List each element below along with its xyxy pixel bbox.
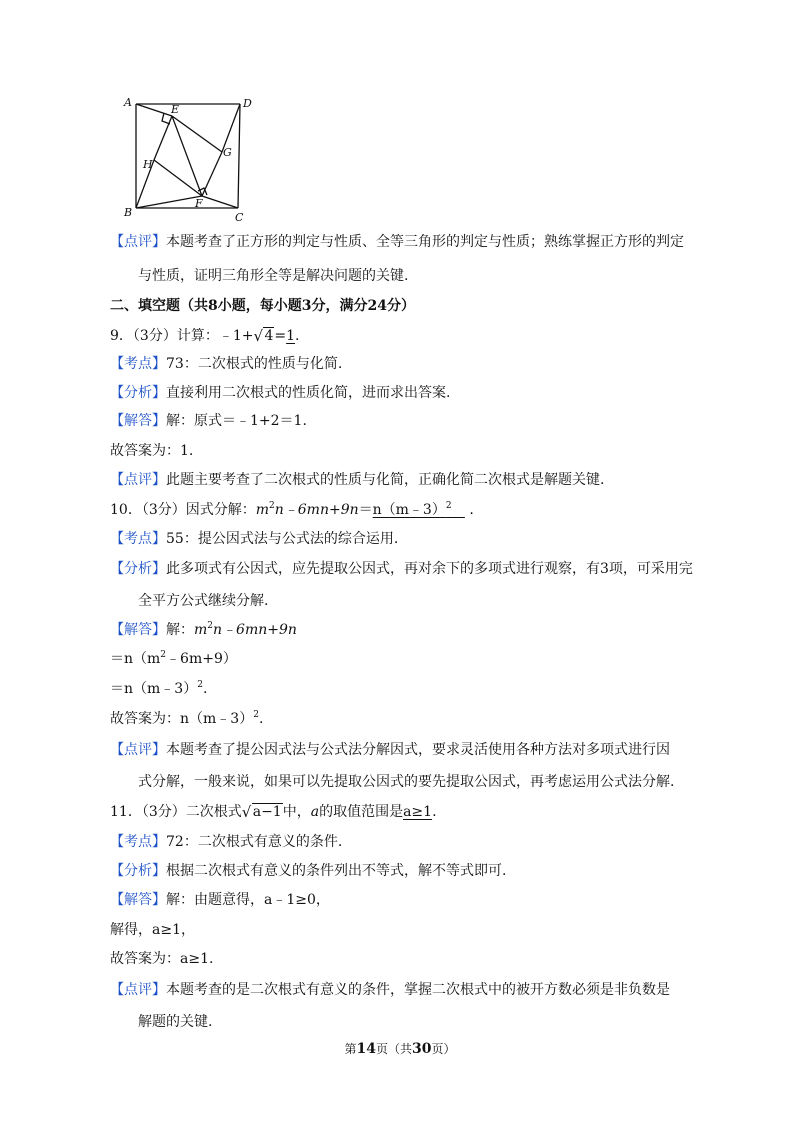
q9-radicand: 4 [264, 328, 274, 344]
final-text: 故答案为：n（m﹣3） [110, 711, 254, 727]
q9-stem [110, 326, 299, 346]
q11-radicand: a−1 [252, 804, 282, 820]
sol-3-sup: 2 [197, 680, 203, 690]
segment-gd [222, 104, 240, 152]
q9-stem-text: 9．（3分）计算：﹣1+ [110, 328, 254, 344]
analysis-text: 直接利用二次根式的性质化简，进而求出答案. [166, 385, 451, 401]
q10-answer [373, 500, 465, 520]
q10-stem-text: 10．（3分）因式分解： [110, 502, 256, 518]
q9-solution [110, 411, 307, 431]
label-d: D [243, 97, 252, 110]
comment-tag: 【点评】 [110, 234, 166, 250]
comment-text: 本题考查了提公因式法与公式法分解因式，要求灵活使用各种方法对多项式进行因 [166, 742, 670, 758]
footer-pre: 第 [344, 1042, 357, 1056]
q11-sqrt [242, 802, 283, 822]
solution-tag: 【解答】 [110, 413, 166, 429]
q10-equals: ＝ [358, 502, 373, 518]
q10-answer-sup: 2 [445, 501, 452, 511]
sol-1-m: m [194, 622, 208, 638]
q10-answer-text: n（m﹣3） [372, 502, 446, 518]
q11-point [110, 832, 342, 852]
analysis-tag: 【分析】 [110, 863, 166, 879]
square-figure [118, 92, 258, 224]
q10-point [110, 529, 398, 549]
q11-comment-line-1 [110, 980, 670, 1000]
q9-equals: = [274, 328, 287, 344]
sol-3-end: . [202, 681, 208, 697]
prev-comment-line-1 [110, 232, 684, 252]
q11-answer: a≥1 [403, 804, 433, 820]
footer-post: 页） [431, 1042, 456, 1056]
q9-sqrt [253, 326, 274, 346]
comment-tag: 【点评】 [110, 982, 166, 998]
label-a: A [124, 96, 132, 109]
segment-ae [136, 104, 172, 116]
q11-analysis [110, 861, 506, 881]
section-title: 二、填空题（共8小题，每小题3分，满分24分） [110, 298, 415, 314]
point-tag: 【考点】 [110, 356, 166, 372]
q11-stem-text: 11．（3分）二次根式 [110, 804, 242, 820]
solution-text: 解：原式＝﹣1+2＝1. [166, 413, 307, 429]
analysis-text: 此多项式有公因式，应先提取公因式，再对余下的多项式进行观察，有3项，可采用完 [166, 561, 693, 577]
q9-final: 故答案为：1. [110, 443, 194, 459]
segment-fc [202, 196, 238, 208]
label-e: E [171, 103, 180, 116]
q11-var: a [310, 804, 320, 820]
q10-solution-step-3 [110, 679, 207, 699]
analysis-tag: 【分析】 [110, 385, 166, 401]
q10-solution-step-2 [110, 649, 237, 669]
q10-expr-sup: 2 [269, 501, 275, 511]
sol-2-rest: ﹣6m+9） [166, 651, 237, 667]
solution-tag: 【解答】 [110, 892, 166, 908]
solution-tag: 【解答】 [110, 622, 166, 638]
analysis-tag: 【分析】 [110, 561, 166, 577]
q10-analysis-line-2: 全平方公式继续分解. [138, 593, 269, 609]
q10-analysis-line-1 [110, 559, 693, 579]
q10-comment-line-1 [110, 740, 670, 760]
q11-solution-step-2: 解得，a≥1， [110, 922, 195, 938]
segment-bf [136, 196, 202, 208]
point-text: 73：二次根式的性质与化简. [166, 356, 343, 372]
sqrt-sign-icon: √ [241, 803, 252, 821]
q11-comment-line-2: 解题的关键. [138, 1014, 213, 1030]
comment-text: 此题主要考查了二次根式的性质与化简，正确化简二次根式是解题关键. [166, 472, 605, 488]
solution-text: 解：由题意得，a﹣1≥0， [166, 892, 330, 908]
sol-1-sup: 2 [207, 621, 214, 631]
q9-comment [110, 470, 604, 490]
sol-2-sup: 2 [160, 650, 167, 660]
label-h: H [143, 158, 153, 171]
q11-stem-end: . [432, 804, 437, 820]
comment-text: 与性质，证明三角形全等是解决问题的关键. [138, 268, 409, 284]
point-text: 55：提公因式法与公式法的综合运用. [166, 531, 399, 547]
q9-point [110, 354, 342, 374]
q10-expr-rest: n﹣6mn+9n [274, 502, 359, 518]
comment-tag: 【点评】 [110, 742, 166, 758]
label-b: B [124, 206, 133, 219]
segment-he [154, 116, 172, 160]
segment-cd [238, 104, 240, 208]
segment-eg [172, 116, 222, 152]
q11-stem-mid: 中， [282, 804, 311, 820]
footer-total-pages: 30 [412, 1041, 432, 1057]
q11-solution [110, 890, 330, 910]
q10-comment-line-2: 式分解，一般来说，如果可以先提取公因式的要先提取公因式，再考虑运用公式法分解. [138, 774, 675, 790]
prev-comment-line-2 [138, 266, 408, 286]
q9-stem-end: . [295, 328, 300, 344]
q10-stem-end: . [464, 502, 474, 518]
label-c: C [235, 211, 244, 224]
q11-stem [110, 802, 437, 822]
footer-mid: 页（共 [375, 1042, 412, 1056]
sol-3: ＝n（m﹣3） [110, 681, 198, 697]
point-tag: 【考点】 [110, 531, 166, 547]
q10-stem [110, 500, 474, 520]
page-footer [0, 1040, 800, 1057]
q11-final: 故答案为：a≥1. [110, 951, 214, 967]
analysis-text: 根据二次根式有意义的条件列出不等式，解不等式即可. [166, 863, 507, 879]
q10-solution [110, 620, 297, 640]
comment-tag: 【点评】 [110, 472, 166, 488]
footer-page-number: 14 [356, 1041, 376, 1057]
final-end: . [258, 711, 264, 727]
sol-1-rest: n﹣6mn+9n [213, 622, 297, 638]
sqrt-sign-icon: √ [253, 327, 264, 345]
q9-answer: 1 [286, 328, 296, 344]
sol-2-pre: ＝n（m [110, 651, 161, 667]
q9-analysis [110, 383, 450, 403]
comment-text: 本题考查了正方形的判定与性质、全等三角形的判定与性质；熟练掌握正方形的判定 [166, 234, 684, 250]
label-f: F [195, 197, 203, 210]
final-sup: 2 [253, 710, 259, 720]
q11-stem-post: 的取值范围是 [319, 804, 404, 820]
q10-final [110, 709, 263, 729]
q10-expr-m: m [255, 502, 270, 518]
point-tag: 【考点】 [110, 834, 166, 850]
solution-pre: 解： [166, 622, 194, 638]
label-g: G [223, 146, 232, 159]
point-text: 72：二次根式有意义的条件. [166, 834, 343, 850]
comment-text: 本题考查的是二次根式有意义的条件，掌握二次根式中的被开方数必须是非负数是 [166, 982, 670, 998]
